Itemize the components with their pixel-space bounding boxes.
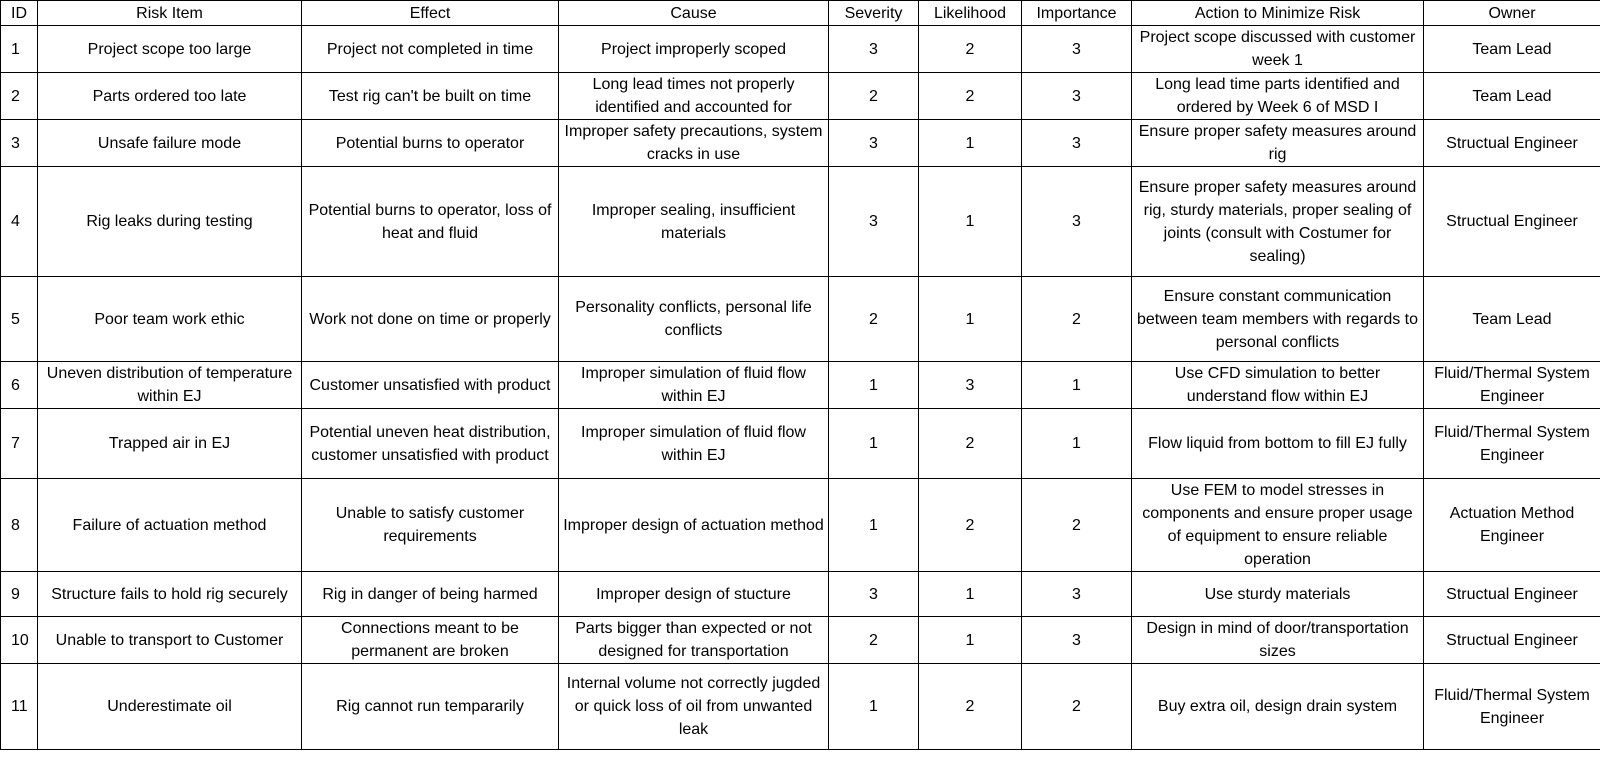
cell-id: 6: [1, 362, 38, 409]
cell-risk-item: Underestimate oil: [38, 664, 302, 750]
cell-id: 1: [1, 26, 38, 73]
cell-id: 4: [1, 167, 38, 277]
header-importance: Importance: [1022, 1, 1132, 26]
header-id: ID: [1, 1, 38, 26]
cell-effect: Rig cannot run tempararily: [302, 664, 559, 750]
cell-action: Flow liquid from bottom to fill EJ fully: [1132, 409, 1424, 479]
cell-risk-item: Unsafe failure mode: [38, 120, 302, 167]
cell-action: Use CFD simulation to better understand flow within EJ: [1132, 362, 1424, 409]
cell-effect: Potential burns to operator, loss of heat and fluid: [302, 167, 559, 277]
cell-owner: Structual Engineer: [1424, 167, 1600, 277]
table-row: [1, 167, 1600, 277]
cell-action: Long lead time parts identified and ordered by Week 6 of MSD I: [1132, 73, 1424, 120]
table-row: [1, 277, 1600, 362]
cell-severity: 1: [829, 362, 919, 409]
cell-risk-item: Rig leaks during testing: [38, 167, 302, 277]
cell-risk-item: Uneven distribution of temperature within EJ: [38, 362, 302, 409]
cell-severity: 2: [829, 277, 919, 362]
cell-severity: 3: [829, 167, 919, 277]
cell-likelihood: 1: [919, 167, 1022, 277]
cell-id: 10: [1, 617, 38, 664]
cell-cause: Improper design of actuation method: [559, 479, 829, 572]
cell-likelihood: 2: [919, 664, 1022, 750]
cell-effect: Customer unsatisfied with product: [302, 362, 559, 409]
cell-action: Ensure proper safety measures around rig: [1132, 120, 1424, 167]
cell-importance: 2: [1022, 277, 1132, 362]
cell-owner: Team Lead: [1424, 73, 1600, 120]
cell-owner: Team Lead: [1424, 26, 1600, 73]
cell-id: 5: [1, 277, 38, 362]
cell-severity: 2: [829, 617, 919, 664]
cell-id: 3: [1, 120, 38, 167]
cell-importance: 3: [1022, 120, 1132, 167]
cell-owner: Fluid/Thermal System Engineer: [1424, 409, 1600, 479]
cell-owner: Structual Engineer: [1424, 617, 1600, 664]
cell-effect: Rig in danger of being harmed: [302, 572, 559, 617]
cell-severity: 1: [829, 409, 919, 479]
cell-action: Ensure proper safety measures around rig, sturdy materials, proper sealing of joints (consult with Costumer for sealing): [1132, 167, 1424, 277]
header-risk-item: Risk Item: [38, 1, 302, 26]
cell-likelihood: 1: [919, 572, 1022, 617]
cell-severity: 3: [829, 26, 919, 73]
cell-owner: Structual Engineer: [1424, 572, 1600, 617]
cell-likelihood: 3: [919, 362, 1022, 409]
cell-severity: 3: [829, 572, 919, 617]
table-row: [1, 120, 1600, 167]
header-severity: Severity: [829, 1, 919, 26]
cell-likelihood: 2: [919, 73, 1022, 120]
cell-severity: 1: [829, 664, 919, 750]
cell-effect: Unable to satisfy customer requirements: [302, 479, 559, 572]
cell-risk-item: Failure of actuation method: [38, 479, 302, 572]
cell-owner: Actuation Method Engineer: [1424, 479, 1600, 572]
cell-effect: Connections meant to be permanent are broken: [302, 617, 559, 664]
table-row: [1, 479, 1600, 572]
header-cause: Cause: [559, 1, 829, 26]
table-row: [1, 362, 1600, 409]
header-action: Action to Minimize Risk: [1132, 1, 1424, 26]
cell-action: Project scope discussed with customer week 1: [1132, 26, 1424, 73]
cell-risk-item: Poor team work ethic: [38, 277, 302, 362]
table-row: [1, 73, 1600, 120]
table-row: [1, 572, 1600, 617]
cell-effect: Project not completed in time: [302, 26, 559, 73]
cell-id: 2: [1, 73, 38, 120]
cell-action: Use sturdy materials: [1132, 572, 1424, 617]
cell-action: Ensure constant communication between team members with regards to personal conflicts: [1132, 277, 1424, 362]
cell-importance: 2: [1022, 479, 1132, 572]
cell-cause: Improper safety precautions, system cracks in use: [559, 120, 829, 167]
cell-effect: Test rig can't be built on time: [302, 73, 559, 120]
cell-cause: Improper sealing, insufficient materials: [559, 167, 829, 277]
table-body: [1, 26, 1600, 750]
header-owner: Owner: [1424, 1, 1600, 26]
cell-risk-item: Unable to transport to Customer: [38, 617, 302, 664]
cell-cause: Improper simulation of fluid flow within EJ: [559, 362, 829, 409]
cell-cause: Parts bigger than expected or not designed for transportation: [559, 617, 829, 664]
cell-importance: 3: [1022, 167, 1132, 277]
cell-importance: 3: [1022, 26, 1132, 73]
header-row: [1, 1, 1600, 26]
cell-id: 9: [1, 572, 38, 617]
cell-id: 8: [1, 479, 38, 572]
cell-owner: Fluid/Thermal System Engineer: [1424, 664, 1600, 750]
cell-importance: 3: [1022, 73, 1132, 120]
cell-risk-item: Parts ordered too late: [38, 73, 302, 120]
cell-effect: Potential uneven heat distribution, customer unsatisfied with product: [302, 409, 559, 479]
cell-importance: 3: [1022, 617, 1132, 664]
cell-action: Design in mind of door/transportation sizes: [1132, 617, 1424, 664]
cell-importance: 1: [1022, 409, 1132, 479]
cell-cause: Personality conflicts, personal life conflicts: [559, 277, 829, 362]
cell-action: Buy extra oil, design drain system: [1132, 664, 1424, 750]
cell-cause: Long lead times not properly identified and accounted for: [559, 73, 829, 120]
cell-likelihood: 1: [919, 277, 1022, 362]
cell-risk-item: Project scope too large: [38, 26, 302, 73]
cell-effect: Work not done on time or properly: [302, 277, 559, 362]
cell-id: 7: [1, 409, 38, 479]
cell-likelihood: 2: [919, 479, 1022, 572]
cell-severity: 3: [829, 120, 919, 167]
cell-effect: Potential burns to operator: [302, 120, 559, 167]
table-row: [1, 26, 1600, 73]
cell-cause: Improper simulation of fluid flow within EJ: [559, 409, 829, 479]
table-row: [1, 409, 1600, 479]
cell-importance: 3: [1022, 572, 1132, 617]
cell-cause: Improper design of stucture: [559, 572, 829, 617]
cell-owner: Structual Engineer: [1424, 120, 1600, 167]
cell-risk-item: Trapped air in EJ: [38, 409, 302, 479]
cell-action: Use FEM to model stresses in components and ensure proper usage of equipment to ensure reliable operation: [1132, 479, 1424, 572]
cell-importance: 2: [1022, 664, 1132, 750]
cell-likelihood: 1: [919, 617, 1022, 664]
cell-likelihood: 1: [919, 120, 1022, 167]
header-likelihood: Likelihood: [919, 1, 1022, 26]
cell-likelihood: 2: [919, 26, 1022, 73]
cell-owner: Team Lead: [1424, 277, 1600, 362]
cell-cause: Project improperly scoped: [559, 26, 829, 73]
cell-severity: 1: [829, 479, 919, 572]
cell-likelihood: 2: [919, 409, 1022, 479]
cell-owner: Fluid/Thermal System Engineer: [1424, 362, 1600, 409]
table-row: [1, 617, 1600, 664]
cell-id: 11: [1, 664, 38, 750]
table-row: [1, 664, 1600, 750]
cell-cause: Internal volume not correctly jugded or quick loss of oil from unwanted leak: [559, 664, 829, 750]
cell-severity: 2: [829, 73, 919, 120]
header-effect: Effect: [302, 1, 559, 26]
cell-importance: 1: [1022, 362, 1132, 409]
cell-risk-item: Structure fails to hold rig securely: [38, 572, 302, 617]
